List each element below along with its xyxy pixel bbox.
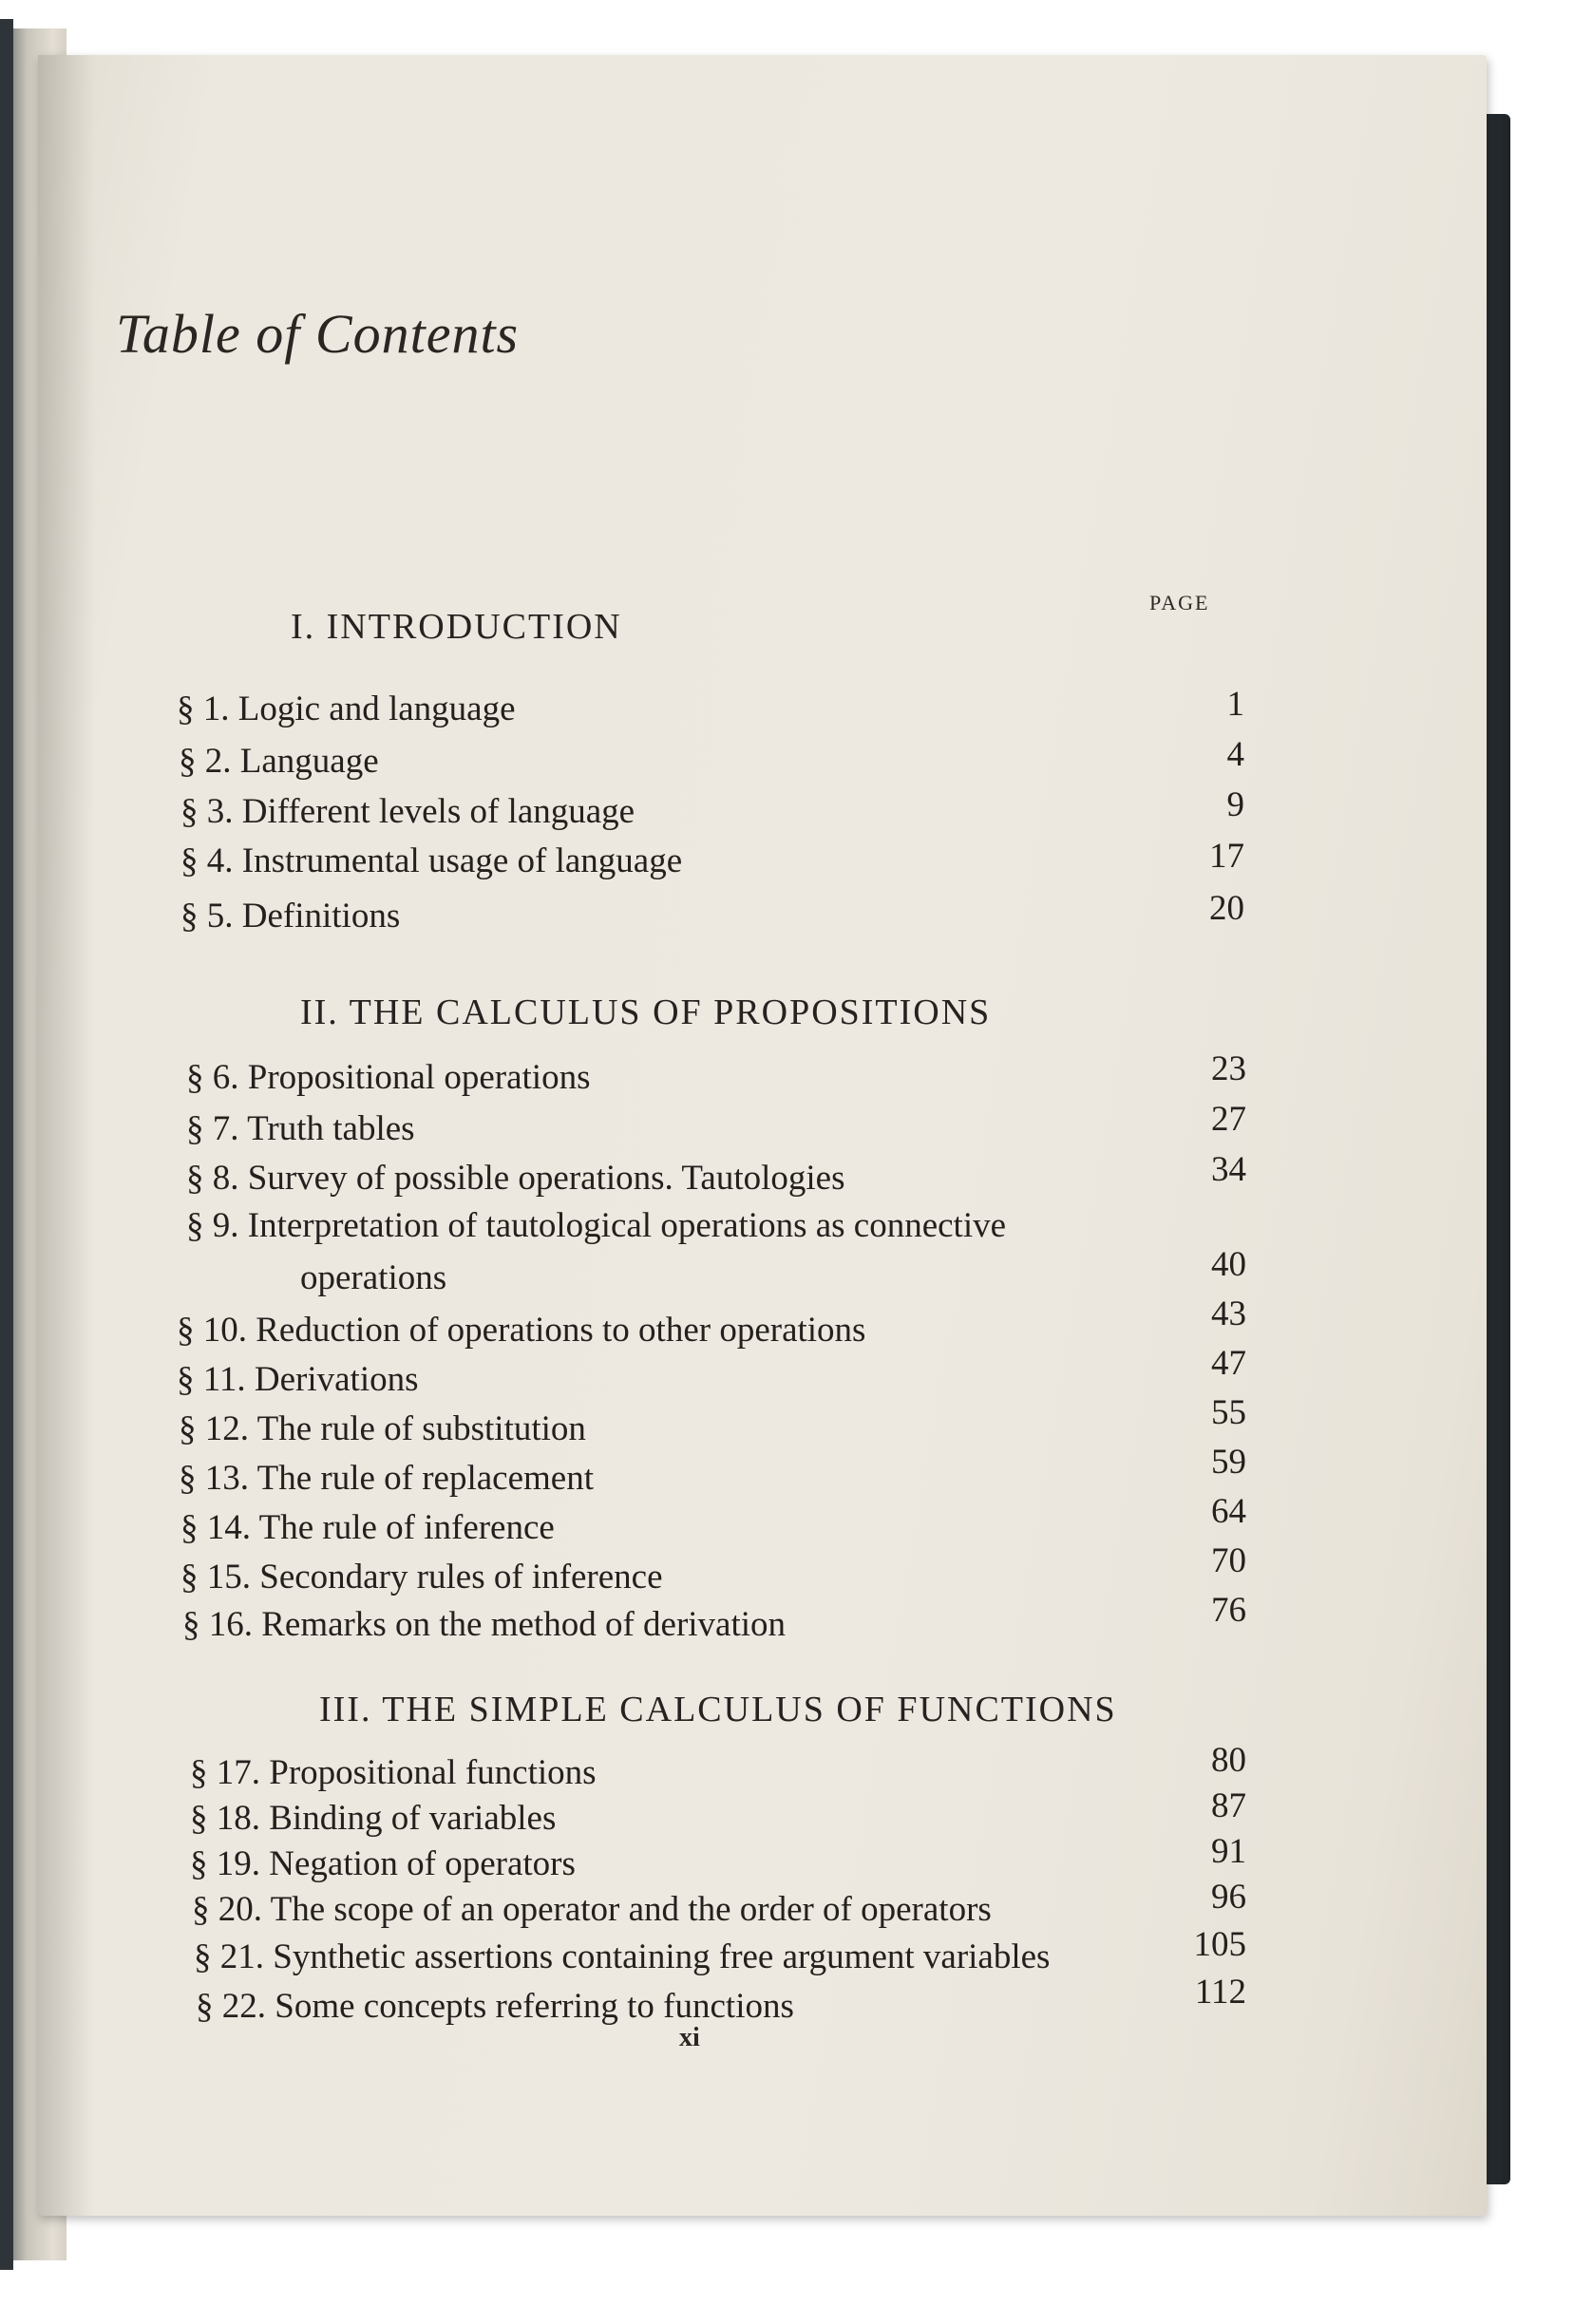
section-number: § 13. xyxy=(179,1459,249,1498)
toc-entry xyxy=(177,690,516,730)
entry-title: Instrumental usage of language xyxy=(241,841,683,880)
entry-title: Survey of possible operations. Tautologies xyxy=(247,1159,845,1198)
page-number: 34 xyxy=(1211,1150,1246,1189)
toc-entry xyxy=(179,1459,594,1500)
page-number: 64 xyxy=(1211,1492,1246,1531)
entry-title: Synthetic assertions containing free argument variables xyxy=(273,1937,1051,1976)
page-number: 91 xyxy=(1211,1832,1246,1871)
page-number: 55 xyxy=(1211,1393,1246,1432)
chapter-heading: III. THE SIMPLE CALCULUS OF FUNCTIONS xyxy=(319,1690,1117,1729)
section-number: § 17. xyxy=(190,1753,260,1792)
page-number: 80 xyxy=(1211,1741,1246,1780)
entry-title: The rule of inference xyxy=(258,1508,555,1547)
toc-entry xyxy=(186,1206,1006,1247)
entry-title: Propositional functions xyxy=(269,1753,597,1792)
toc-entry xyxy=(192,1890,992,1931)
section-number: § 21. xyxy=(194,1937,264,1976)
page-number: 23 xyxy=(1211,1049,1246,1088)
toc-entry xyxy=(177,1360,419,1401)
entry-title: Interpretation of tautological operations as connective xyxy=(247,1206,1007,1245)
section-number: § 8. xyxy=(186,1159,239,1198)
page-number: 87 xyxy=(1211,1786,1246,1825)
section-number: § 10. xyxy=(177,1311,247,1350)
toc-entry xyxy=(179,742,379,783)
toc-entry xyxy=(177,1311,865,1351)
page-number: 47 xyxy=(1211,1344,1246,1383)
chapter-heading: I. INTRODUCTION xyxy=(291,607,622,647)
section-number: § 18. xyxy=(190,1799,260,1838)
entry-title: Remarks on the method of derivation xyxy=(261,1605,787,1644)
section-number: § 14. xyxy=(180,1508,251,1547)
entry-title: Different levels of language xyxy=(241,792,635,831)
section-number: § 15. xyxy=(180,1558,251,1597)
entry-title: Binding of variables xyxy=(269,1799,557,1838)
gutter-shadow xyxy=(38,55,95,2216)
toc-entry xyxy=(190,1753,597,1794)
toc-entry xyxy=(190,1799,556,1840)
entry-title: Negation of operators xyxy=(269,1844,576,1883)
toc-entry xyxy=(196,1987,794,2028)
entry-title: Propositional operations xyxy=(247,1058,591,1097)
page-folio: xi xyxy=(679,2023,700,2052)
book-front-cover xyxy=(0,19,13,2270)
page-number: 43 xyxy=(1211,1294,1246,1333)
section-number: § 3. xyxy=(180,792,234,831)
toc-entry xyxy=(180,897,400,937)
entry-title: Reduction of operations to other operations xyxy=(256,1311,866,1350)
toc-entry xyxy=(186,1159,844,1200)
entry-title: Language xyxy=(239,742,379,781)
section-number: § 16. xyxy=(182,1605,253,1644)
page-number: 112 xyxy=(1194,1973,1246,2012)
toc-entry xyxy=(186,1058,590,1099)
entry-title: Secondary rules of inference xyxy=(259,1558,663,1597)
section-number: § 6. xyxy=(186,1058,239,1097)
entry-title: The rule of replacement xyxy=(256,1459,594,1498)
toc-entry xyxy=(190,1844,576,1885)
toc-entry xyxy=(179,1409,586,1450)
toc-entry xyxy=(180,792,635,833)
entry-continuation: operations xyxy=(300,1258,447,1297)
page-number: 40 xyxy=(1211,1245,1246,1284)
toc-entry xyxy=(194,1937,1050,1978)
section-number: § 11. xyxy=(177,1360,246,1399)
section-number: § 5. xyxy=(180,897,234,935)
entry-title: The rule of substitution xyxy=(256,1409,586,1448)
page-title: Table of Contents xyxy=(116,303,520,365)
entry-title: Some concepts referring to functions xyxy=(275,1987,794,2026)
entry-title: Definitions xyxy=(241,897,401,935)
page-number: 4 xyxy=(1226,735,1244,774)
entry-title: Truth tables xyxy=(247,1109,415,1148)
entry-title: Derivations xyxy=(254,1360,419,1399)
page-number: 59 xyxy=(1211,1443,1246,1482)
section-number: § 20. xyxy=(192,1890,262,1929)
section-number: § 1. xyxy=(177,690,230,728)
toc-entry xyxy=(180,1508,555,1549)
section-number: § 9. xyxy=(186,1206,239,1245)
page-number: 96 xyxy=(1211,1878,1246,1917)
section-number: § 2. xyxy=(179,742,232,781)
toc-entry xyxy=(180,841,682,882)
toc-entry xyxy=(180,1558,663,1598)
section-number: § 7. xyxy=(186,1109,239,1148)
page-number: 76 xyxy=(1211,1591,1246,1630)
page-number: 9 xyxy=(1226,785,1244,824)
entry-title: Logic and language xyxy=(237,690,516,728)
section-number: § 22. xyxy=(196,1987,266,2026)
page-number: 27 xyxy=(1211,1100,1246,1139)
page-number: 1 xyxy=(1226,685,1244,724)
page-number: 17 xyxy=(1209,837,1244,876)
page-column-label: PAGE xyxy=(1149,591,1210,614)
page-number: 20 xyxy=(1209,889,1244,928)
section-number: § 19. xyxy=(190,1844,260,1883)
toc-entry xyxy=(186,1109,415,1150)
page-number: 105 xyxy=(1193,1925,1246,1964)
section-number: § 4. xyxy=(180,841,234,880)
section-number: § 12. xyxy=(179,1409,249,1448)
entry-title: The scope of an operator and the order of operators xyxy=(270,1890,992,1929)
chapter-heading: II. THE CALCULUS OF PROPOSITIONS xyxy=(300,992,992,1032)
toc-entry xyxy=(182,1605,786,1646)
page-number: 70 xyxy=(1211,1541,1246,1580)
